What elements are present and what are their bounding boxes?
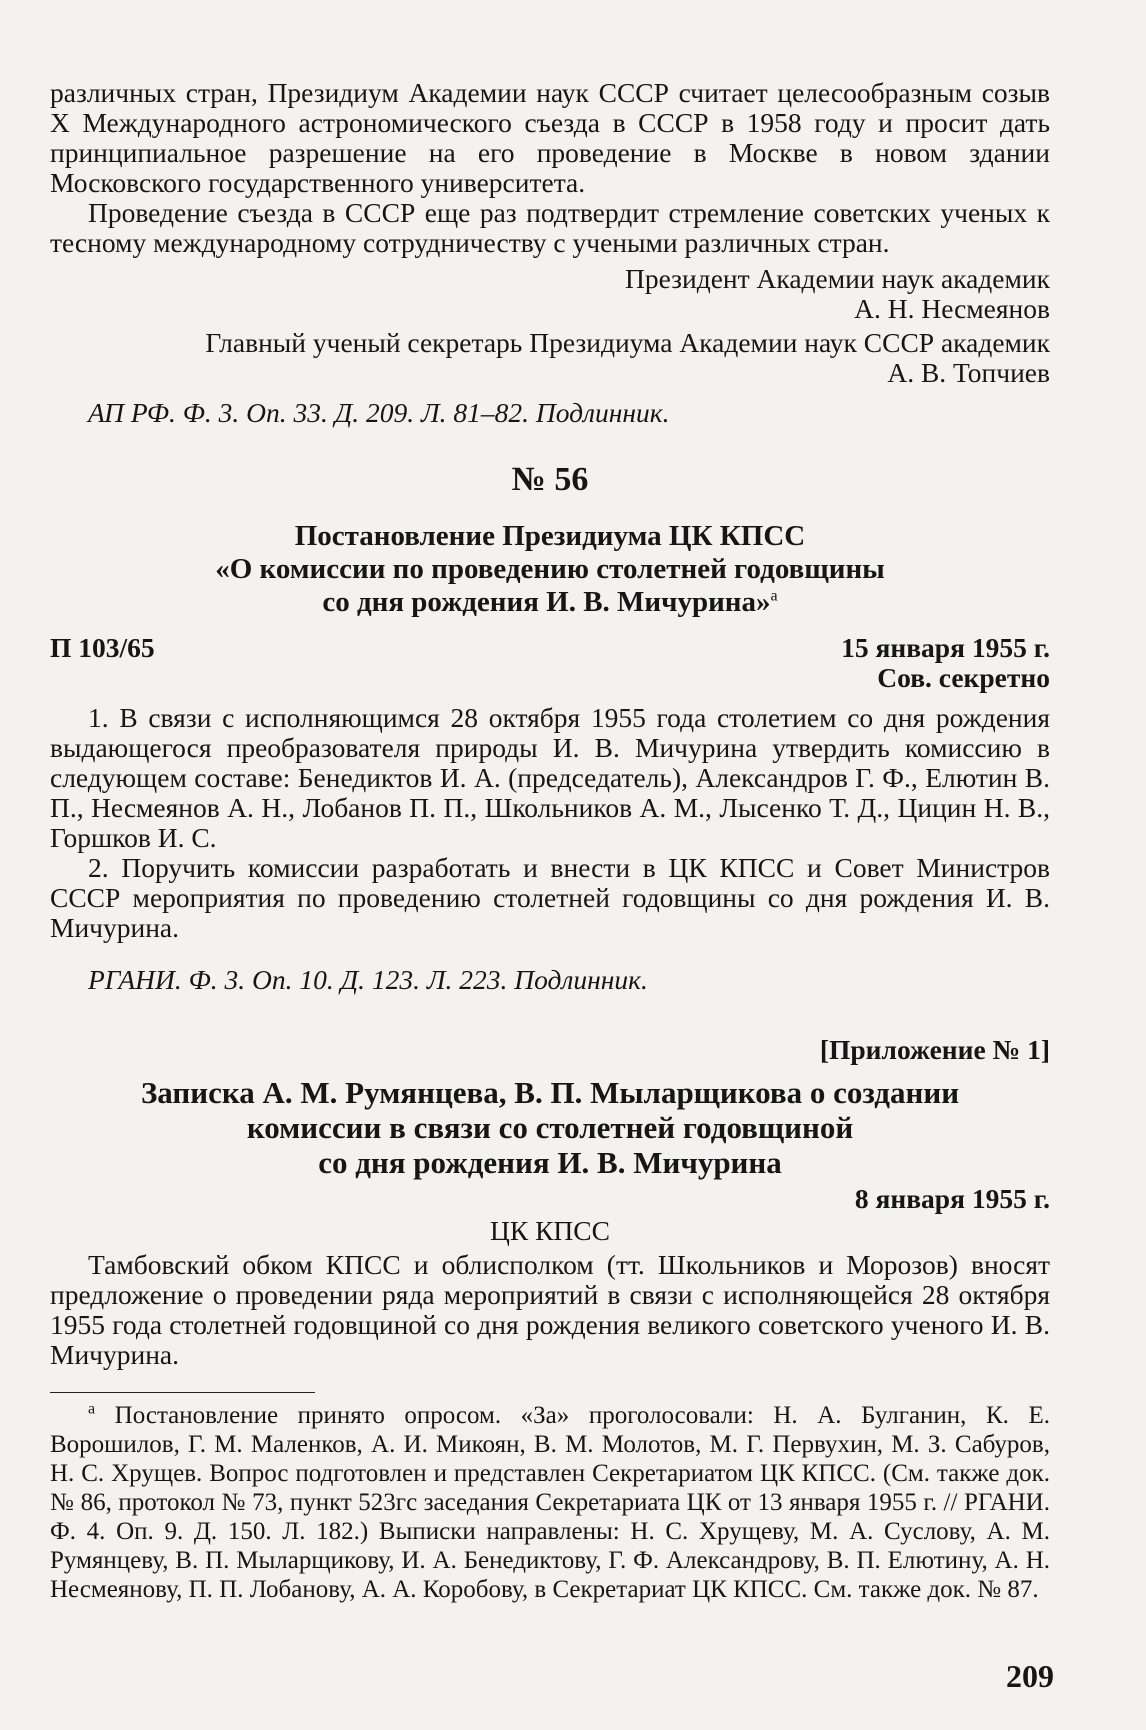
appendix-addressee: ЦК КПСС: [490, 1215, 610, 1246]
paragraph-2: Проведение съезда в СССР еще раз подтвердит стремление советских ученых к тесному международному сотрудничеству с учеными различных стран.: [50, 197, 1050, 258]
source-2: РГАНИ. Ф. 3. Оп. 10. Д. 123. Л. 223. Подлинник.: [88, 964, 648, 995]
document-number: № 56: [511, 461, 589, 498]
item-2: 2. Поручить комиссии разработать и внести в ЦК КПСС и Совет Министров СССР мероприятия по проведению столетней годовщины со дня рождения И. В. Мичурина.: [50, 852, 1050, 943]
appendix-title-line-3: со дня рождения И. В. Мичурина: [318, 1145, 782, 1180]
document-page: [50, 78, 1050, 1604]
appendix-text: Тамбовский обком КПСС и облисполком (тт. Школьников и Морозов) вносят предложение о проведении ряда мероприятий в связи с исполняющейся 28 октября 1955 года столетней годовщиной со дня рождения великого советского ученого И. В. Мичурина.: [50, 1249, 1050, 1370]
signature-1-title: Президент Академии наук академик: [624, 263, 1050, 294]
doc-meta: [50, 633, 1050, 663]
paragraph-1: различных стран, Президиум Академии наук СССР считает целесообразным созыв X Международного астрономического съезда в СССР в 1958 году и просит дать принципиальное разрешение на его проведение в Москве в новом здании Московского государственного университета.: [50, 77, 1050, 198]
footnote-text: Постановление принято опросом. «За» проголосовали: Н. А. Булганин, К. Е. Ворошилов, Г. М. Маленков, А. И. Микоян, В. М. Молотов, М. Г. Первухин, М. З. Сабуров, Н. С. Хрущев. Вопрос подготовлен и представлен Секретариатом ЦК КПСС. (См. также док. № 86, протокол № 73, пункт 523гс заседания Секретариата ЦК от 13 января 1955 г. // РГАНИ. Ф. 4. Оп. 9. Д. 150. Л. 182.) Выписки направлены: Н. С. Хрущеву, М. А. Суслову, А. М. Румянцеву, В. П. Мыларщикову, И. А. Бенедиктову, Г. Ф. Александрову, В. П. Елютину, А. Н. Несмеянову, П. П. Лобанову, А. А. Коробову, в Секретариат ЦК КПСС. См. также док. № 87.: [50, 1402, 1050, 1603]
footnote: [50, 1401, 1050, 1604]
signature-1-name: А. Н. Несмеянов: [854, 293, 1050, 324]
source-1: АП РФ. Ф. 3. Оп. 33. Д. 209. Л. 81–82. Подлинник.: [88, 397, 670, 428]
doc-title-line-1: Постановление Президиума ЦК КПСС: [294, 520, 806, 552]
footnote-mark-bottom: а: [88, 1400, 96, 1418]
footnote-mark: а: [770, 587, 778, 605]
protocol-number: П 103/65: [50, 632, 155, 663]
classification: Сов. секретно: [877, 662, 1050, 693]
page-number: 209: [1006, 1658, 1054, 1694]
item-1: 1. В связи с исполняющимся 28 октября 1955 года столетием со дня рождения выдающегося преобразователя природы И. В. Мичурина утвердить комиссию в следующем составе: Бенедиктов И. А. (председатель), Александров Г. Ф., Елютин В. П., Несмеянов А. Н., Лобанов П. П., Школьников А. М., Лысенко Т. Д., Цицин Н. В., Горшков И. С.: [50, 702, 1050, 853]
doc-title-line-3-text: со дня рождения И. В. Мичурина»: [322, 586, 771, 618]
appendix-date: 8 января 1955 г.: [854, 1183, 1050, 1214]
appendix-title-line-1: Записка А. М. Румянцева, В. П. Мыларщикова о создании: [140, 1075, 960, 1110]
appendix-label: [Приложение № 1]: [819, 1034, 1050, 1065]
signature-2-name: А. В. Топчиев: [887, 357, 1050, 388]
appendix-title-line-2: комиссии в связи со столетней годовщиной: [246, 1110, 854, 1145]
signature-2-title: Главный ученый секретарь Президиума Академии наук СССР академик: [205, 327, 1050, 358]
doc-title-line-2: «О комиссии по проведению столетней годовщины: [215, 553, 885, 585]
doc-title-line-3: [50, 586, 1050, 619]
doc-date: 15 января 1955 г.: [841, 632, 1050, 663]
footnote-divider: [50, 1392, 315, 1393]
